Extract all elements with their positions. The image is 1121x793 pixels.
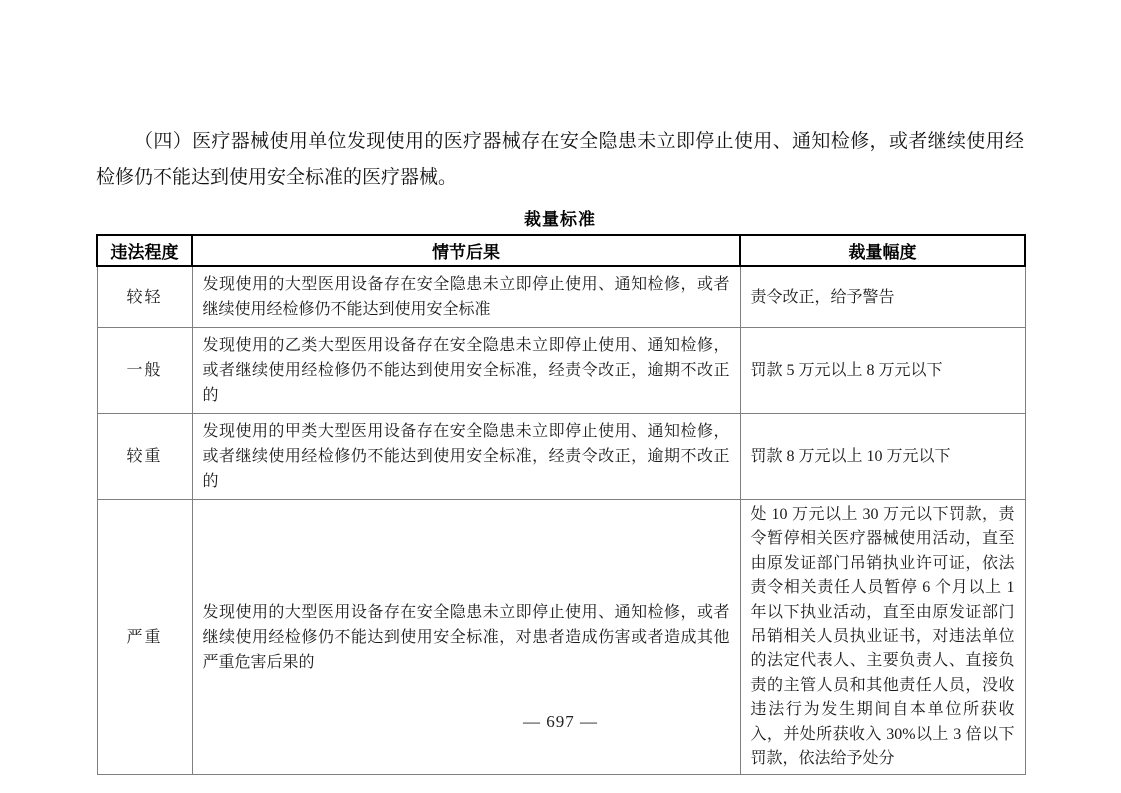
table-title: 裁量标准	[524, 210, 596, 229]
cell-circumstance: 发现使用的甲类大型医用设备存在安全隐患未立即停止使用、通知检修，或者继续使用经检修仍不能达到使用安全标准，经责令改正，逾期不改正的	[192, 414, 740, 500]
cell-penalty: 责令改正，给予警告	[740, 266, 1025, 328]
cell-penalty: 处 10 万元以上 30 万元以下罚款，责令暂停相关医疗器械使用活动，直至由原发证部门吊销执业许可证，依法责令相关责任人员暂停 6 个月以上 1 年以下执业活动，直至由原发证部门吊销相关人员执业证书，对违法单位的法定代表人、主要负责人、直接负责的主管人员和其他责任人员，没收违法行为发生期间自本单位所获收入，并处所获收入 30%以上 3 倍以下罚款，依法给予处分	[740, 500, 1025, 775]
cell-penalty: 罚款 8 万元以上 10 万元以下	[740, 414, 1025, 500]
discretion-standards-table	[96, 234, 1026, 775]
cell-penalty: 罚款 5 万元以上 8 万元以下	[740, 328, 1025, 414]
cell-degree: 较重	[97, 414, 192, 500]
cell-degree: 较轻	[97, 266, 192, 328]
intro-paragraph: （四）医疗器械使用单位发现使用的医疗器械存在安全隐患未立即停止使用、通知检修，或者继续使用经检修仍不能达到使用安全标准的医疗器械。	[96, 131, 1024, 188]
cell-circumstance: 发现使用的乙类大型医用设备存在安全隐患未立即停止使用、通知检修，或者继续使用经检修仍不能达到使用安全标准，经责令改正，逾期不改正的	[192, 328, 740, 414]
header-discretion-range: 裁量幅度	[740, 235, 1025, 266]
header-circumstance: 情节后果	[192, 235, 740, 266]
header-violation-degree: 违法程度	[97, 235, 192, 266]
cell-degree: 严重	[97, 500, 192, 775]
table-header-row	[97, 235, 1025, 266]
cell-circumstance: 发现使用的大型医用设备存在安全隐患未立即停止使用、通知检修，或者继续使用经检修仍不能达到使用安全标准	[192, 266, 740, 328]
table-row	[97, 500, 1025, 775]
table-row	[97, 328, 1025, 414]
table-row	[97, 414, 1025, 500]
cell-degree: 一般	[97, 328, 192, 414]
cell-circumstance: 发现使用的大型医用设备存在安全隐患未立即停止使用、通知检修，或者继续使用经检修仍不能达到使用安全标准，对患者造成伤害或者造成其他严重危害后果的	[192, 500, 740, 775]
page-number: — 697 —	[523, 712, 598, 731]
page-content	[96, 124, 1024, 775]
table-row	[97, 266, 1025, 328]
